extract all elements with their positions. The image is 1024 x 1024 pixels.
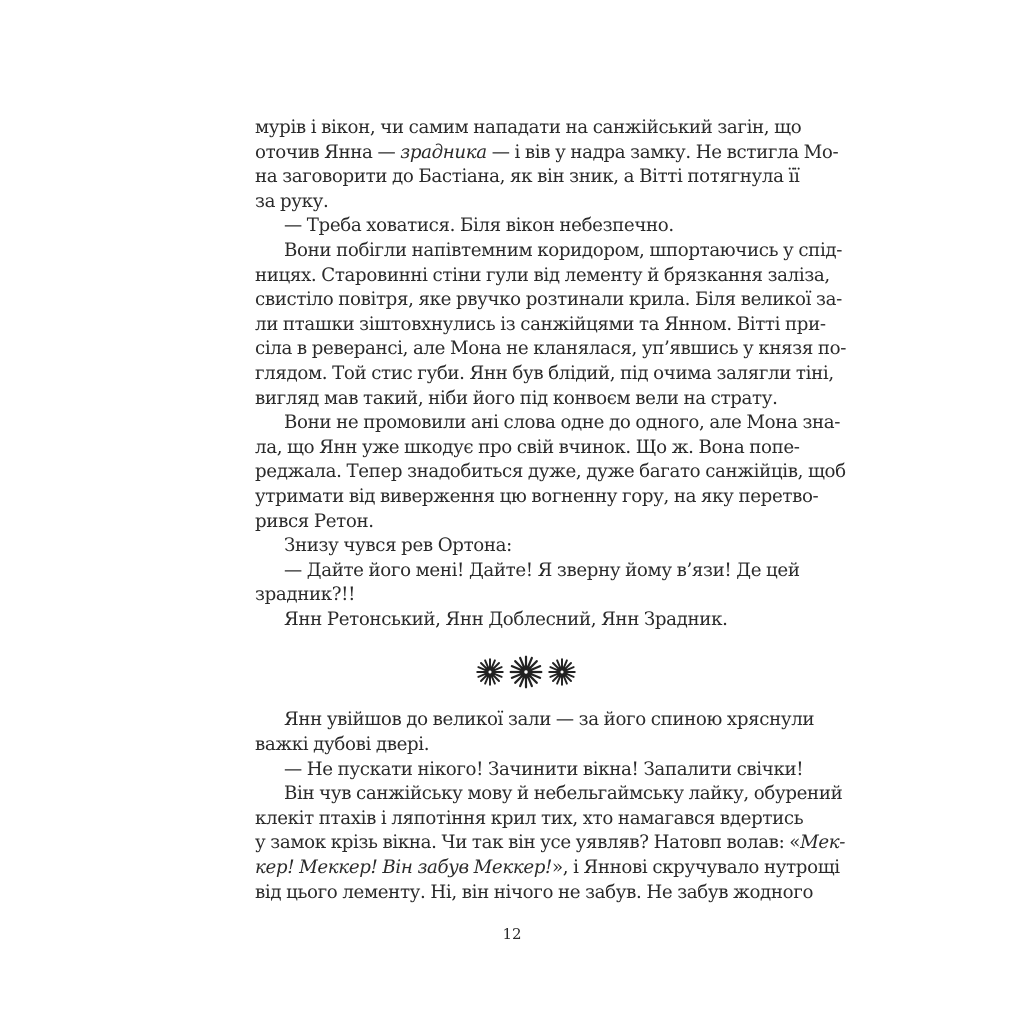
text-line: оточив Янна — зрадника — і вів у надра замку. Не встигла Мо-	[255, 141, 839, 163]
text-block-2	[255, 708, 846, 905]
text-line: реджала. Тепер знадобиться дуже, дуже багато санжійців, щоб	[255, 461, 846, 483]
text-line: свистіло повітря, яке рвучко розтинали крила. Біля великої за-	[255, 289, 842, 311]
dialogue-line: — Не пускати нікого! Зачинити вікна! Запалити свічки!	[284, 758, 804, 780]
asterism-sun-icon	[509, 655, 543, 689]
text-block-1	[255, 116, 847, 632]
text-line: на заговорити до Бастіана, як він зник, а Вітті потягнула її	[255, 166, 800, 188]
text-line: глядом. Той стис губи. Янн був блідий, під очима залягли тіні,	[255, 362, 834, 384]
text-line: Він чув санжійську мову й небельгаймську лайку, обурений	[284, 783, 843, 805]
text-line: Янн Ретонський, Янн Доблесний, Янн Зрадник.	[284, 608, 728, 630]
italic-word: зрадника	[400, 141, 487, 163]
italic-quote: Мек-	[800, 832, 846, 854]
text-line: за руку.	[255, 190, 329, 212]
text-line: кер! Меккер! Він забув Меккер!», і Яннові скручувало нутрощі	[255, 857, 840, 879]
text-line: мурів і вікон, чи самим нападати на санжійський загін, що	[255, 117, 802, 138]
text-line: утримати від виверження цю вогненну гору, на яку перетво-	[255, 485, 819, 507]
text-line: у замок крізь вікна. Чи так він усе уявляв? Натовп волав: «Мек-	[255, 832, 846, 854]
asterism-sun-icon	[475, 657, 505, 687]
text-line: сіла в реверансі, але Мона не кланялася, уп’явшись у князя по-	[255, 338, 847, 360]
text-line: Вони не промовили ані слова одне до одного, але Мона зна-	[284, 412, 841, 434]
text-line: Янн увійшов до великої зали — за його спиною хряснули	[284, 709, 815, 731]
text-line: зрадник?!!	[255, 584, 356, 606]
text-line: ницях. Старовинні стіни гули від лементу й брязкання заліза,	[255, 264, 830, 286]
text-line: рився Ретон.	[255, 510, 374, 532]
italic-quote: кер! Меккер! Він забув Меккер!	[255, 857, 553, 879]
asterism-sun-icon	[547, 657, 577, 687]
dialogue-line: — Треба ховатися. Біля вікон небезпечно.	[284, 215, 674, 237]
text-line: Знизу чувся рев Ортона:	[284, 535, 512, 557]
book-page-text	[255, 116, 847, 905]
text-line: від цього лементу. Ні, він нічого не забув. Не забув жодного	[255, 881, 814, 903]
page-number: 12	[502, 925, 522, 943]
text-line: клекіт птахів і ляпотіння крил тих, хто намагався вдертись	[255, 807, 804, 829]
text-line: вигляд мав такий, ніби його під конвоєм вели на страту.	[255, 387, 778, 409]
dialogue-line: — Дайте його мені! Дайте! Я зверну йому в’язи! Де цей	[284, 559, 800, 581]
text-line: важкі дубові двері.	[255, 734, 430, 756]
text-line: ли пташки зіштовхнулись із санжійцями та Янном. Вітті при-	[255, 313, 826, 335]
section-separator	[255, 636, 796, 708]
text-line: ла, що Янн уже шкодує про свій вчинок. Що ж. Вона попе-	[255, 436, 800, 458]
text-line: Вони побігли напівтемним коридором, шпортаючись у спід-	[284, 239, 843, 261]
